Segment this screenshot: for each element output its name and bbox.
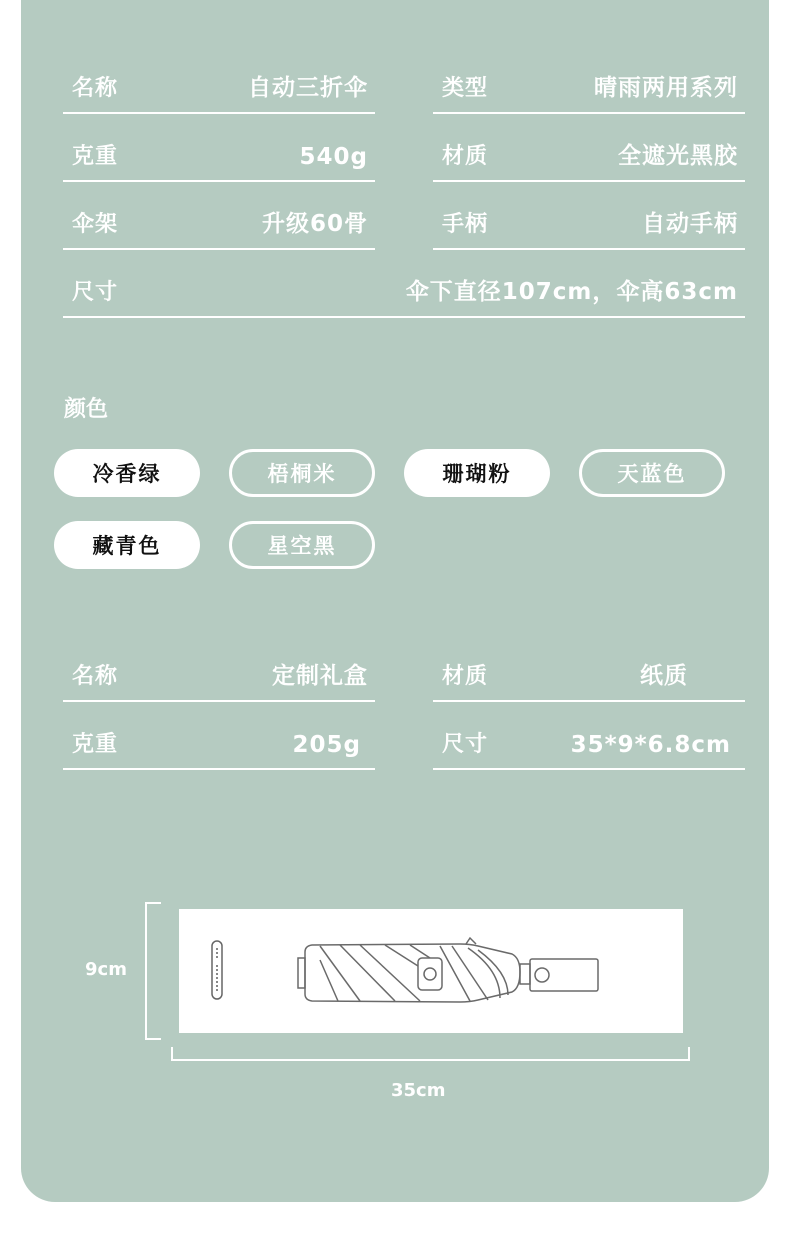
height-dimension-label: 9cm <box>85 959 127 980</box>
color-option-sky-blue[interactable]: 天蓝色 <box>579 449 725 497</box>
spec-value: 纸质 <box>640 663 688 689</box>
spec-label: 克重 <box>72 144 119 169</box>
spec-label: 克重 <box>72 732 119 757</box>
spec-label: 材质 <box>442 664 489 689</box>
color-option-mint-green[interactable]: 冷香绿 <box>54 449 200 497</box>
spec-value: 自动手柄 <box>642 211 738 237</box>
spec-label: 名称 <box>72 76 119 101</box>
spec-value: 晴雨两用系列 <box>594 75 738 101</box>
spec-label: 尺寸 <box>72 280 119 305</box>
width-dimension-label: 35cm <box>391 1080 446 1101</box>
spec-value: 伞下直径107cm，伞高63cm <box>405 279 738 305</box>
color-option-beige[interactable]: 梧桐米 <box>229 449 375 497</box>
spec-label: 类型 <box>442 76 489 101</box>
color-option-starry-black[interactable]: 星空黑 <box>229 521 375 569</box>
color-option-coral-pink[interactable]: 珊瑚粉 <box>404 449 550 497</box>
spec-label: 材质 <box>442 144 489 169</box>
spec-value: 自动三折伞 <box>248 75 368 101</box>
spec-label: 手柄 <box>442 212 489 237</box>
spec-value: 全遮光黑胶 <box>618 143 738 169</box>
spec-label: 名称 <box>72 664 119 689</box>
color-option-navy[interactable]: 藏青色 <box>54 521 200 569</box>
spec-label: 尺寸 <box>442 732 489 757</box>
width-bracket <box>172 1047 689 1060</box>
spec-value: 205g <box>292 732 361 758</box>
spec-value: 540g <box>299 144 368 170</box>
height-bracket <box>146 903 161 1039</box>
spec-label: 伞架 <box>72 212 119 237</box>
colors-heading: 颜色 <box>64 397 109 422</box>
spec-value: 35*9*6.8cm <box>570 732 731 758</box>
spec-value: 升级60骨 <box>261 211 368 237</box>
spec-value: 定制礼盒 <box>272 663 368 689</box>
